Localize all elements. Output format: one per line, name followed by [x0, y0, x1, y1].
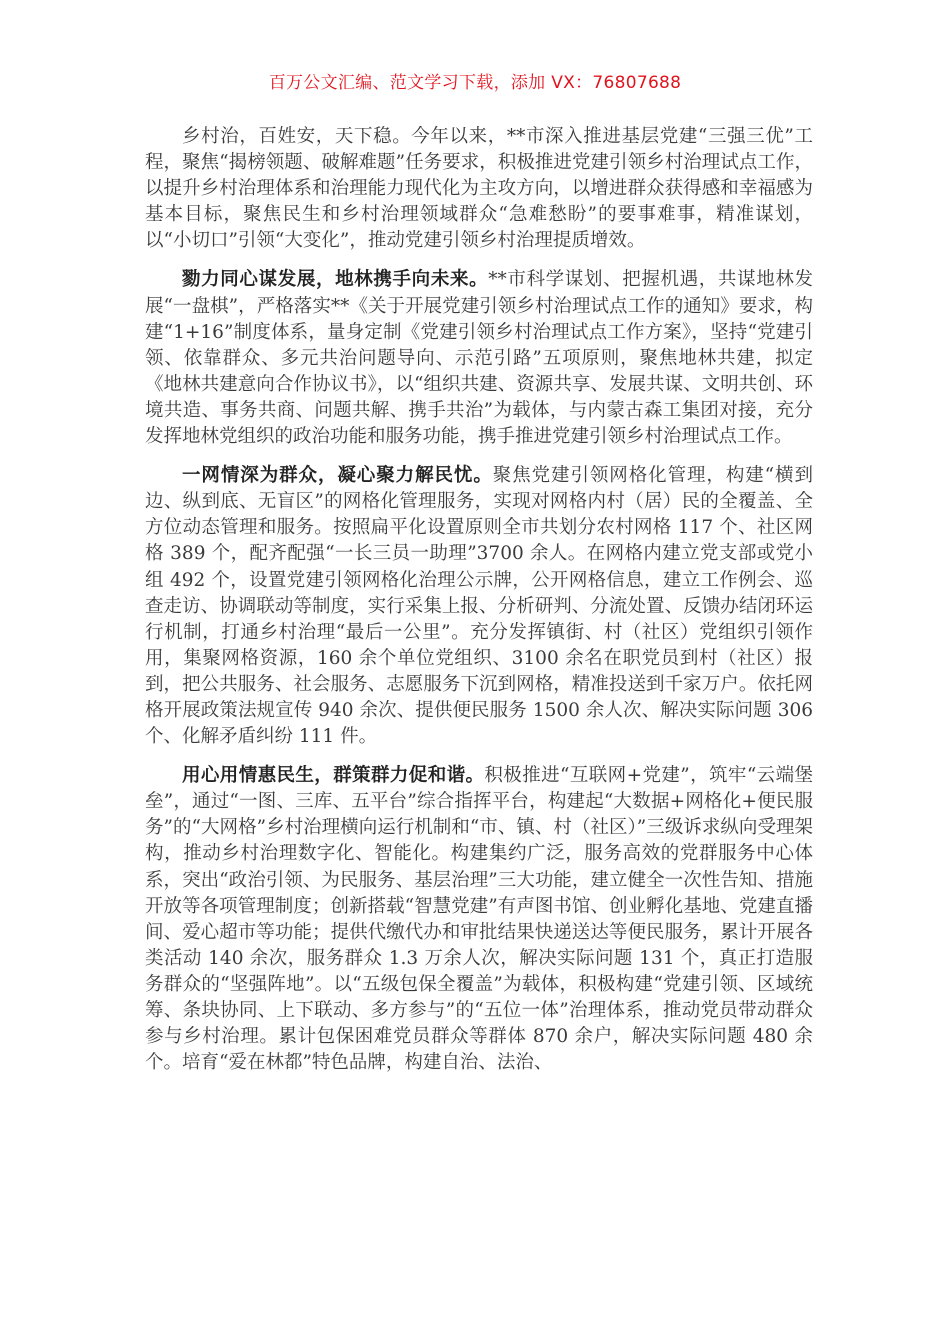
paragraph-grid-management: [145, 463, 813, 750]
paragraph-text: 积极推进“互联网+党建”，筑牢“云端堡垒”，通过“一图、三库、五平台”综合指挥平台，构建起“大数据+网格化+便民服务”的“大网格”乡村治理横向运行机制和“市、镇、村（社区）”三级诉求纵向受理架构，推动乡村治理数字化、智能化。构建集约广泛，服务高效的党群服务中心体系，突出“政治引领、为民服务、基层治理”三大功能，建立健全一次性告知、措施开放等各项管理制度；创新搭载“智慧党建”有声图书馆、创业孵化基地、党建直播间、爱心超市等功能；提供代缴代办和审批结果快递送达等便民服务，累计开展各类活动 140 余次，服务群众 1.3 万余人次，解决实际问题 131 个，真正打造服务群众的“坚强阵地”。以“五级包保全覆盖”为载体，积极构建“党建引领、区域统筹、条块协同、上下联动、多方参与”的“五位一体”治理体系，推动党员带动群众参与乡村治理。累计包保困难党员群众等群体 870 余户，解决实际问题 480 余个。培育“爱在林都”特色品牌，构建自治、法治、: [145, 765, 813, 1074]
watermark-header: 百万公文汇编、范文学习下载，添加 VX：76807688: [268, 73, 682, 93]
paragraph-development: [145, 267, 813, 450]
paragraph-intro: [145, 124, 813, 254]
paragraph-lead: 一网情深为群众，凝心聚力解民忧。: [182, 465, 493, 487]
paragraph-lead: 勠力同心谋发展，地林携手向未来。: [182, 269, 489, 291]
paragraph-text: 乡村治，百姓安，天下稳。今年以来，**市深入推进基层党建“三强三优”工程，聚焦“揭榜领题、破解难题”任务要求，积极推进党建引领乡村治理试点工作，以提升乡村治理体系和治理能力现代化为主攻方向，以增进群众获得感和幸福感为基本目标，聚焦民生和乡村治理领域群众“急难愁盼”的要事难事，精准谋划，以“小切口”引领“大变化”，推动党建引领乡村治理提质增效。: [145, 126, 813, 252]
paragraph-text: 聚焦党建引领网格化管理，构建“横到边、纵到底、无盲区”的网格化管理服务，实现对网格内村（居）民的全覆盖、全方位动态管理和服务。按照扁平化设置原则全市共划分农村网格 117 个、社区网格 389 个，配齐配强“一长三员一助理”3700 余人。在网格内建立党支部或党小组 492 个，设置党建引领网格化治理公示牌，公开网格信息，建立工作例会、巡查走访、协调联动等制度，实行采集上报、分析研判、分流处置、反馈办结闭环运行机制，打通乡村治理“最后一公里”。充分发挥镇街、村（社区）党组织引领作用，集聚网格资源，160 余个单位党组织、3100 余名在职党员到村（社区）报到，把公共服务、社会服务、志愿服务下沉到网格，精准投送到千家万户。依托网格开展政策法规宣传 940 余次、提供便民服务 1500 余人次、解决实际问题 306 个、化解矛盾纠纷 111 件。: [145, 465, 813, 748]
paragraph-text: **市科学谋划、把握机遇，共谋地林发展“一盘棋”，严格落实**《关于开展党建引领乡村治理试点工作的通知》要求，构建“1+16”制度体系，量身定制《党建引领乡村治理试点工作方案》，坚持“党建引领、依靠群众、多元共治问题导向、示范引路”五项原则，聚焦地林共建，拟定《地林共建意向合作协议书》，以“组织共建、资源共享、发展共谋、文明共创、环境共造、事务共商、问题共解、携手共治”为载体，与内蒙古森工集团对接，充分发挥地林党组织的政治功能和服务功能，携手推进党建引领乡村治理试点工作。: [145, 269, 813, 448]
document-body: [145, 124, 813, 1089]
paragraph-livelihood: [145, 763, 813, 1076]
paragraph-lead: 用心用情惠民生，群策群力促和谐。: [182, 765, 485, 787]
